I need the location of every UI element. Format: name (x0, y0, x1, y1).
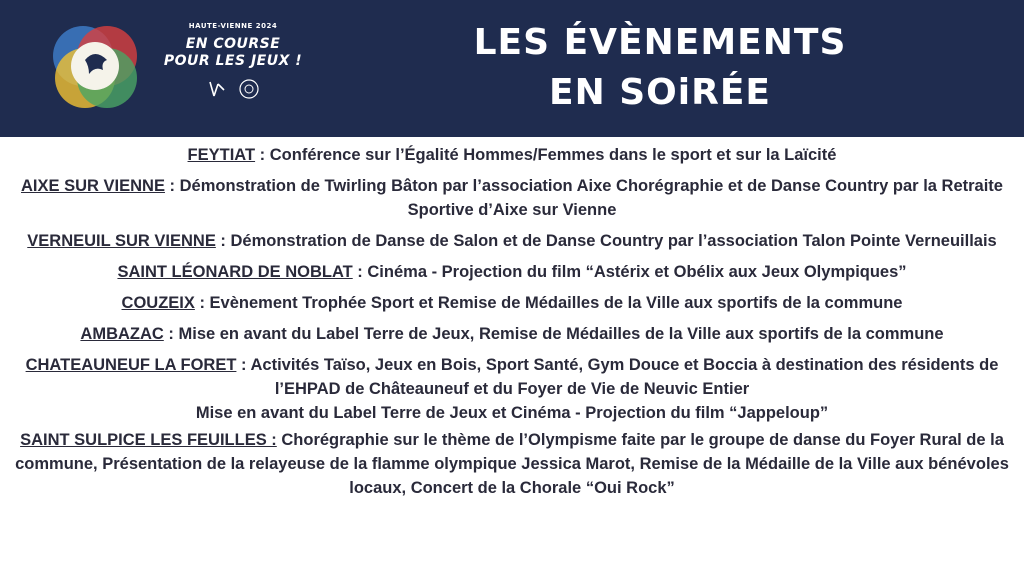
brand-block (153, 22, 313, 100)
event-town: SAINT LÉONARD DE NOBLAT (117, 263, 353, 281)
page-title (380, 18, 940, 118)
department-logo-icon (206, 78, 228, 100)
olympic-label-icon (238, 78, 260, 100)
event-separator: : (236, 356, 251, 374)
event-town: AIXE SUR VIENNE (21, 177, 165, 195)
event-chateauneuf-extra: Mise en avant du Label Terre de Jeux et Cinéma - Projection du film “Jappeloup” (195, 404, 829, 422)
event-feytiat (10, 143, 1014, 167)
event-separator: : (215, 232, 231, 250)
event-separator: : (255, 146, 270, 164)
event-town: AMBAZAC (80, 325, 164, 343)
event-town: COUZEIX (121, 294, 195, 312)
event-chateauneuf-la-foret (10, 353, 1014, 401)
event-description: Chorégraphie sur le thème de l’Olympisme faite par le groupe de danse du Foyer Rural de la commune, Présentation de la relayeuse de la flamme olympique Jessica Marot, Remise de la Médaille de la Ville aux bénévoles locaux, Concert de la Chorale “Oui Rock” (15, 431, 1009, 497)
event-saint-leonard-de-noblat (10, 260, 1014, 284)
event-verneuil-sur-vienne (10, 229, 1014, 253)
event-description: Démonstration de Danse de Salon et de Danse Country par l’association Talon Pointe Verneuillais (230, 232, 997, 250)
title-line-1: LES ÉVÈNEMENTS (473, 22, 847, 63)
event-description: Démonstration de Twirling Bâton par l’association Aixe Chorégraphie et de Danse Country par la Retraite Sportive d’Aixe sur Vienne (179, 177, 1003, 219)
event-description: Cinéma - Projection du film “Astérix et Obélix aux Jeux Olympiques” (367, 263, 907, 281)
event-ambazac (10, 322, 1014, 346)
event-aixe-sur-vienne (10, 174, 1014, 222)
header-banner (0, 0, 1024, 137)
event-town: SAINT SULPICE LES FEUILLES : (20, 431, 277, 449)
brand-line-2: POUR LES JEUX ! (163, 53, 303, 69)
brand-year: HAUTE-VIENNE 2024 (188, 22, 278, 30)
brand-line-1: EN COURSE (185, 36, 281, 52)
event-separator: : (163, 325, 179, 343)
event-separator: : (352, 263, 368, 281)
event-separator: : (194, 294, 210, 312)
event-couzeix (10, 291, 1014, 315)
event-town: VERNEUIL SUR VIENNE (27, 232, 216, 250)
event-description: Evènement Trophée Sport et Remise de Médailles de la Ville aux sportifs de la commune (209, 294, 903, 312)
event-town: CHATEAUNEUF LA FORET (25, 356, 237, 374)
event-saint-sulpice-les-feuilles (10, 428, 1014, 500)
events-list (10, 143, 1014, 507)
event-description: Mise en avant du Label Terre de Jeux, Remise de Médailles de la Ville aux sportifs de la commune (178, 325, 944, 343)
event-description: Activités Taïso, Jeux en Bois, Sport Santé, Gym Douce et Boccia à destination des résidents de l’EHPAD de Châteauneuf et du Foyer de Vie de Neuvic Entier (250, 356, 999, 398)
event-separator: : (164, 177, 180, 195)
event-town: FEYTIAT (187, 146, 256, 164)
event-description: Conférence sur l’Égalité Hommes/Femmes dans le sport et sur la Laïcité (269, 146, 837, 164)
brand-marks (153, 78, 313, 100)
title-line-2: EN SOiRÉE (548, 72, 772, 113)
rings-logo-icon (45, 16, 145, 116)
